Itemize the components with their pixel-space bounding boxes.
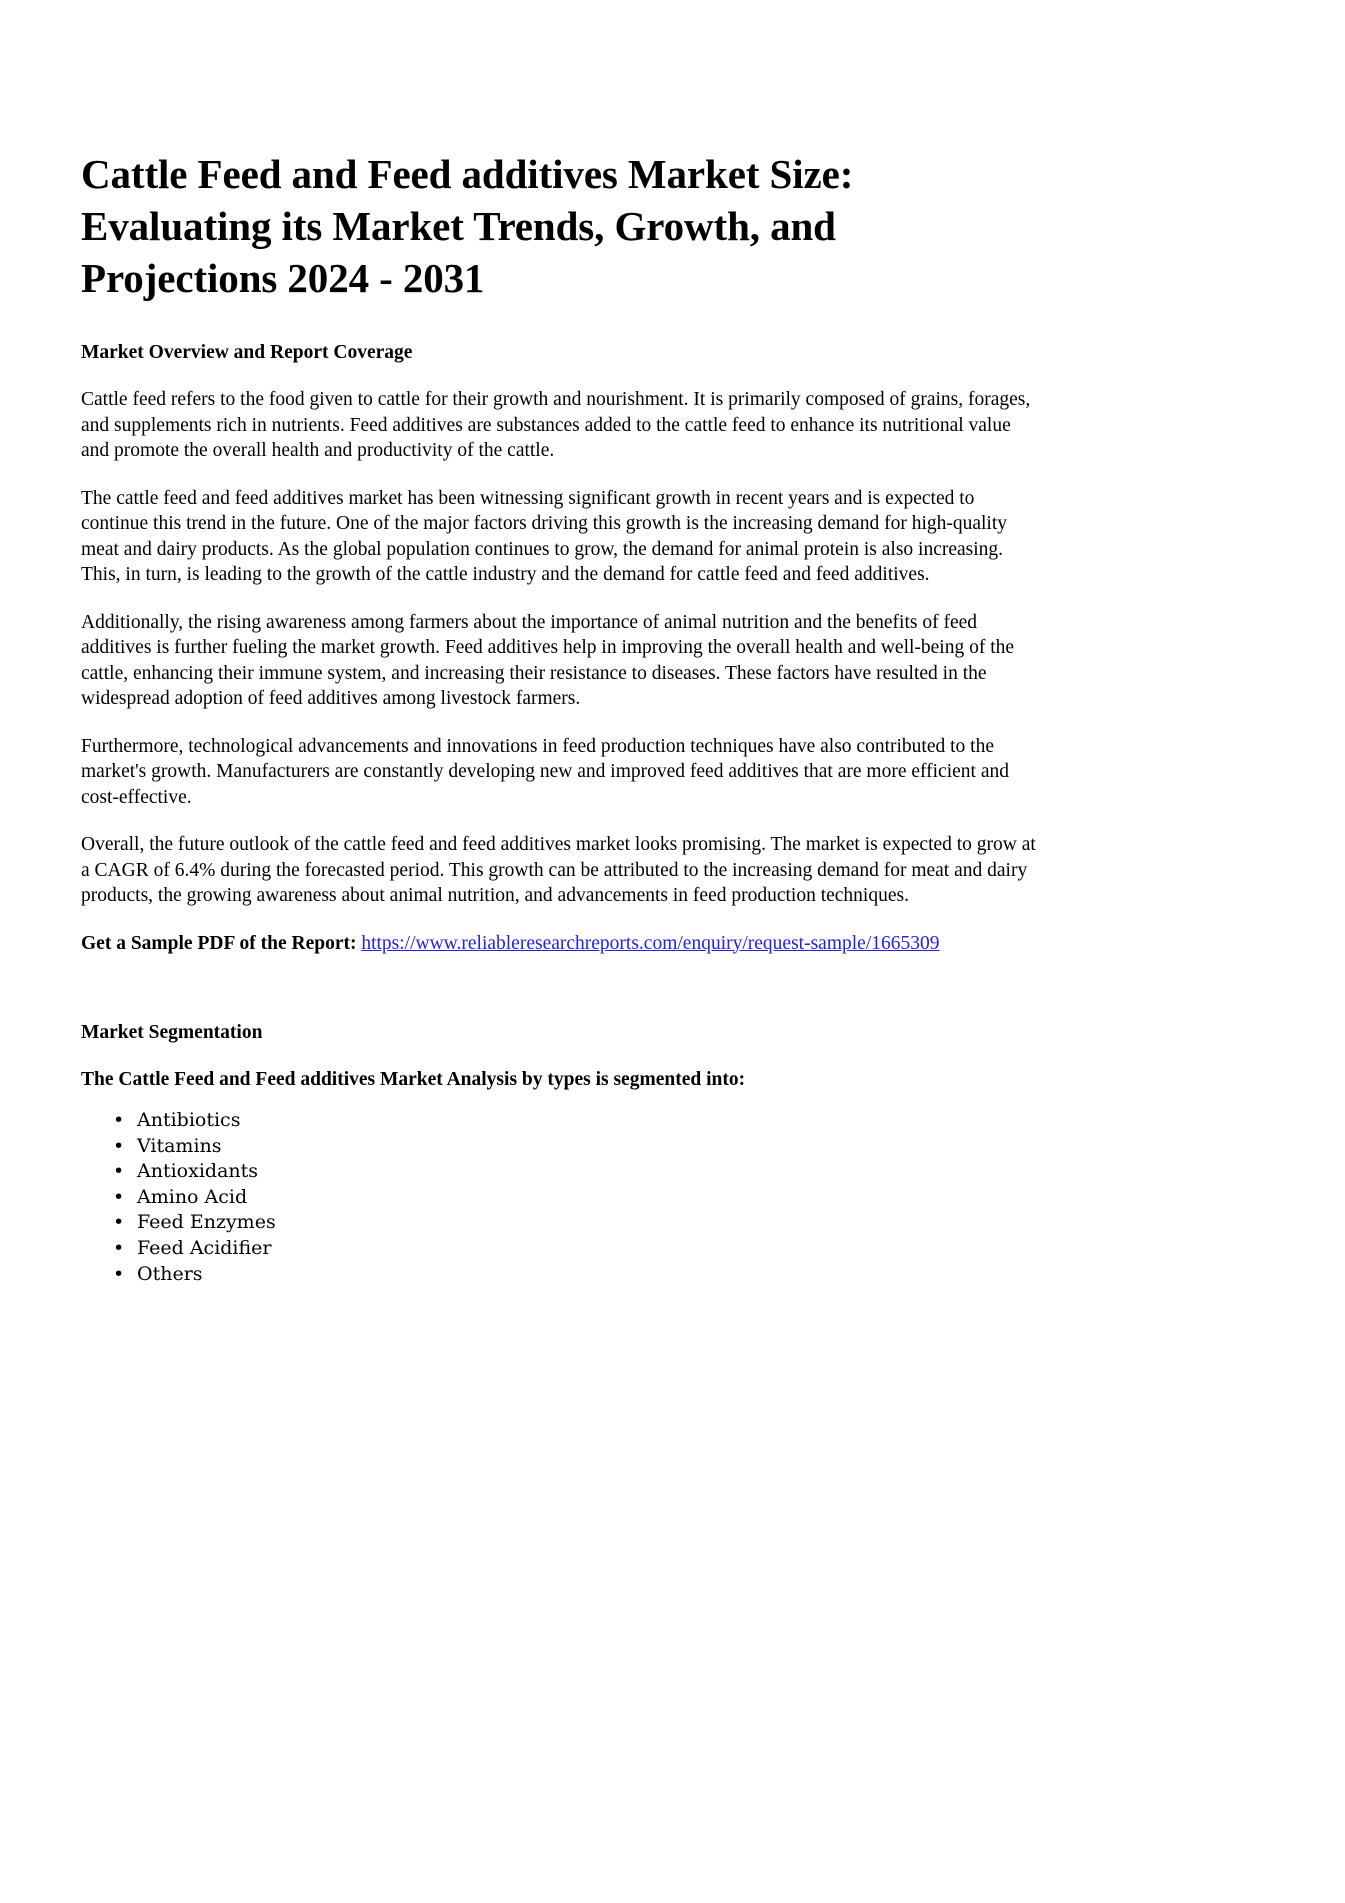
bullet-icon: • [113,1134,125,1157]
paragraph-overview-4: Furthermore, technological advancements and innovations in feed production techniques have also contributed to the market's growth. Manufacturers are constantly developing new and improved feed additives that are more efficient and cost-effective. [81,735,1009,808]
spacer [81,464,1037,486]
list-item-label: Feed Enzymes [137,1211,276,1234]
sample-pdf-link[interactable]: https://www.reliableresearchreports.com/enquiry/request-sample/1665309 [361,932,940,954]
spacer [81,1045,1037,1067]
segmentation-types-list [81,1108,1037,1287]
list-item [113,1210,1037,1236]
bullet-icon: • [113,1262,125,1285]
document-content [81,0,1037,1287]
spacer [81,712,1037,734]
list-item [113,1108,1037,1134]
paragraph-overview-3: Additionally, the rising awareness among farmers about the importance of animal nutrition and the benefits of feed additives is further fueling the market growth. Feed additives help in improving the overall health and well-being of the cattle, enhancing their immune system, and increasing their resistance to diseases. These factors have resulted in the widespread adoption of feed additives among livestock farmers. [81,611,1015,709]
paragraph-overview-5: Overall, the future outlook of the cattle feed and feed additives market looks promising. The market is expected to grow at a CAGR of 6.4% during the forecasted period. This growth can be attributed to the increasing demand for meat and dairy products, the growing awareness about animal nutrition, and advancements in feed production techniques. [81,834,1036,906]
spacer [81,810,1037,832]
list-item [113,1236,1037,1262]
paragraph-overview-1: Cattle feed refers to the food given to cattle for their growth and nourishment. It is primarily composed of grains, forages, and supplements rich in nutrients. Feed additives are substances added to the cattle feed to enhance its nutritional value and promote the overall health and productivity of the cattle. [81,389,1031,461]
paragraph-overview-2: The cattle feed and feed additives market has been witnessing significant growth in recent years and is expected to continue this trend in the future. One of the major factors driving this growth is the increasing demand for high-quality meat and dairy products. As the global population continues to grow, the demand for animal protein is also increasing. This, in turn, is leading to the growth of the cattle industry and the demand for cattle feed and feed additives. [81,487,1008,585]
spacer [81,588,1037,610]
list-item-label: Antioxidants [137,1160,259,1183]
bullet-icon: • [113,1185,125,1208]
subheading-types-segmented: The Cattle Feed and Feed additives Market Analysis by types is segmented into: [81,1069,746,1090]
list-item [113,1185,1037,1211]
list-item-label: Feed Acidifier [137,1236,272,1259]
bullet-icon: • [113,1236,125,1259]
list-item-label: Amino Acid [137,1185,248,1208]
bullet-icon: • [113,1109,125,1131]
section-heading-market-segmentation: Market Segmentation [81,1022,263,1043]
list-item [113,1262,1037,1288]
page-title: Cattle Feed and Feed additives Market Size: Evaluating its Market Trends, Growth, and Projections 2024 - 2031 [81,151,854,301]
list-item [113,1134,1037,1160]
list-item [113,1159,1037,1185]
bullet-icon: • [113,1160,125,1183]
section-heading-market-overview: Market Overview and Report Coverage [81,342,413,363]
spacer [81,365,1037,387]
spacer [81,956,1037,1020]
bullet-icon: • [113,1211,125,1234]
sample-pdf-line [81,931,1037,957]
list-item-label: Vitamins [137,1134,222,1157]
spacer [81,909,1037,931]
list-item-label: Antibiotics [137,1109,241,1131]
spacer [81,304,1037,340]
sample-pdf-label: Get a Sample PDF of the Report: [81,932,357,954]
list-item-label: Others [137,1262,203,1285]
spacer [81,1092,1037,1108]
